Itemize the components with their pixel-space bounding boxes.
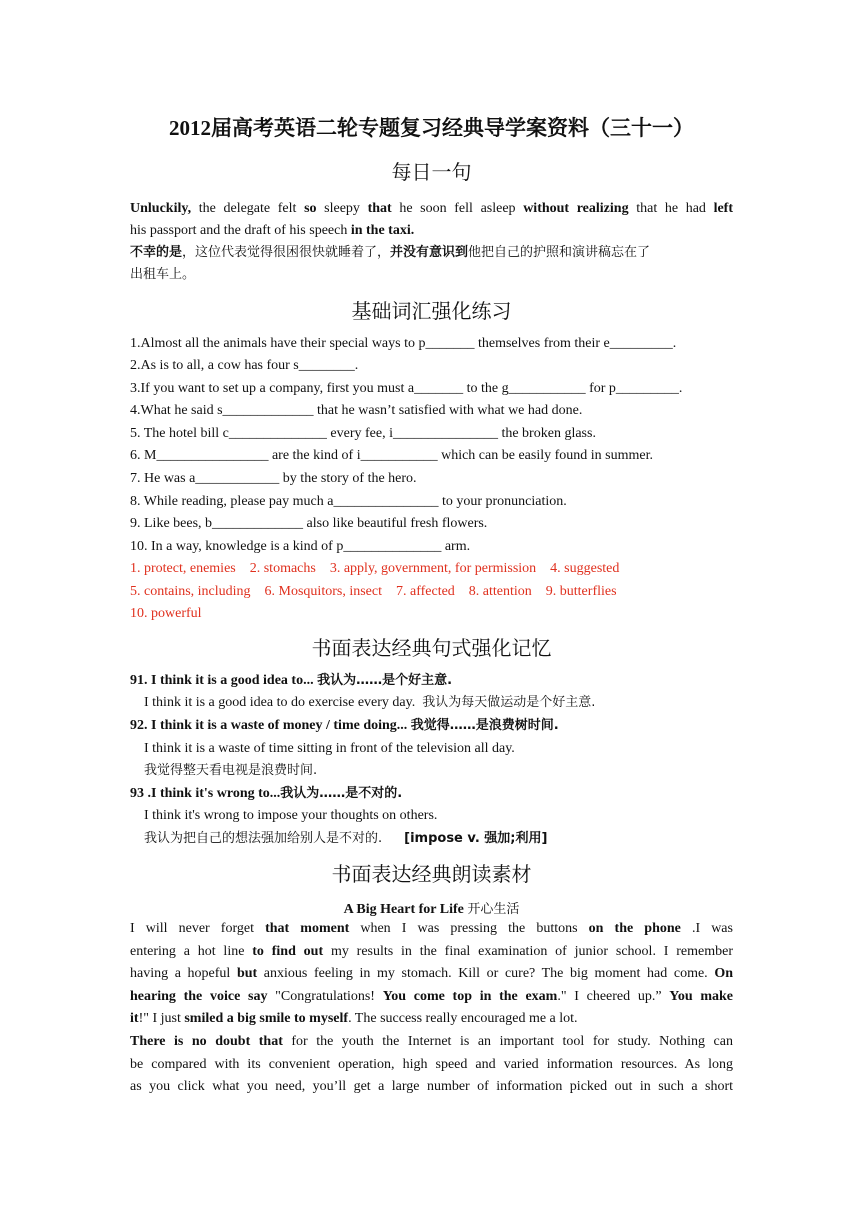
vocab-item: 9. Like bees, b_____________ also like beautiful fresh flowers. bbox=[130, 516, 488, 531]
daily-sentence-zh-line1 bbox=[130, 243, 650, 263]
reading-title bbox=[130, 898, 733, 918]
daily-zh-text: 他把自己的护照和演讲稿忘在了 bbox=[468, 245, 651, 260]
pattern-93-heading bbox=[130, 784, 402, 804]
reading-paragraph-2 bbox=[130, 1032, 733, 1100]
bold-run: that moment bbox=[265, 921, 350, 936]
example-en: I think it is a good idea to do exercise every day. bbox=[144, 695, 416, 710]
reading-paragraph-1 bbox=[130, 919, 733, 1032]
bold-run: on the phone bbox=[588, 921, 681, 936]
pattern-91-heading bbox=[130, 671, 452, 691]
paragraph-line bbox=[130, 942, 733, 965]
text-run: when I was pressing the buttons bbox=[349, 921, 589, 936]
vocab-item: 10. In a way, knowledge is a kind of p______________ arm. bbox=[130, 539, 471, 554]
paragraph-line bbox=[130, 964, 733, 987]
bold-run: left bbox=[713, 201, 733, 216]
pattern-en: 91. I think it is a good idea to... bbox=[130, 673, 318, 688]
vocab-item: 3.If you want to set up a company, first you must a_______ to the g___________ for p_________. bbox=[130, 381, 683, 396]
text-run: he soon fell asleep bbox=[391, 201, 524, 216]
daily-sentence-bold: in the taxi. bbox=[350, 223, 415, 238]
section-heading-reading: 书面表达经典朗读素材 bbox=[331, 862, 532, 886]
paragraph-line bbox=[130, 919, 733, 942]
vocab-item: 4.What he said s_____________ that he wasn’t satisfied with what we had done. bbox=[130, 403, 583, 418]
reading-title-en: A Big Heart for Life bbox=[343, 902, 468, 917]
section-heading-vocab: 基础词汇强化练习 bbox=[351, 299, 512, 323]
daily-sentence-text: his passport and the draft of his speech bbox=[130, 223, 351, 238]
section-heading-patterns: 书面表达经典句式强化记忆 bbox=[311, 636, 552, 660]
text-run: entering a hot line bbox=[130, 943, 253, 959]
pattern-92-heading bbox=[130, 716, 559, 736]
text-run: . The success really encouraged me a lot. bbox=[348, 1011, 578, 1026]
text-run: the delegate felt bbox=[191, 201, 305, 216]
paragraph-line bbox=[130, 1055, 733, 1078]
pattern-92-example-zh: 我觉得整天看电视是浪费时间. bbox=[144, 763, 318, 778]
text-run: for the youth the Internet is an important tool for study. Nothing can bbox=[282, 1034, 733, 1049]
example-zh: 我认为把自己的想法强加给别人是不对的. bbox=[144, 831, 383, 846]
document-title: 2012届高考英语二轮专题复习经典导学案资料（三十一） bbox=[169, 116, 694, 140]
daily-zh-bold: 不幸的是 bbox=[130, 245, 183, 260]
daily-sentence-line2 bbox=[130, 221, 414, 241]
bold-run: to find out bbox=[252, 943, 324, 959]
text-run: having a hopeful bbox=[130, 966, 237, 981]
section-heading-daily: 每日一句 bbox=[391, 160, 472, 184]
vocab-item: 7. He was a____________ by the story of the hero. bbox=[130, 471, 417, 486]
daily-zh-bold: 并没有意识到 bbox=[390, 245, 469, 260]
bold-run: but bbox=[236, 966, 258, 981]
paragraph-line bbox=[130, 1032, 733, 1055]
pattern-en: 93 .I think it's wrong to... bbox=[130, 786, 281, 801]
text-run: I will never forget bbox=[130, 921, 266, 936]
vocab-item: 1.Almost all the animals have their special ways to p_______ themselves from their e_________. bbox=[130, 336, 677, 351]
pattern-zh: 我认为……是个好主意. bbox=[317, 673, 453, 688]
example-zh: 我认为每天做运动是个好主意. bbox=[422, 695, 596, 710]
vocab-item: 2.As is to all, a cow has four s________. bbox=[130, 358, 359, 373]
bold-run: You come top in the exam bbox=[382, 988, 558, 1004]
pattern-93-example: I think it's wrong to impose your thoughts on others. bbox=[144, 808, 438, 823]
pattern-91-example bbox=[144, 693, 595, 713]
pattern-92-example: I think it is a waste of time sitting in front of the television all day. bbox=[144, 741, 515, 756]
bold-run: There is no doubt that bbox=[130, 1034, 283, 1049]
bold-run: hearing the voice say bbox=[130, 988, 268, 1004]
bold-run: On bbox=[714, 966, 733, 981]
reading-title-zh: 开心生活 bbox=[467, 902, 520, 917]
bold-run: Unluckily, bbox=[130, 201, 192, 216]
text-run: "Congratulations! bbox=[267, 988, 383, 1004]
pattern-zh: 我认为……是不对的. bbox=[280, 786, 403, 801]
text-run: !" I just bbox=[138, 1011, 185, 1026]
daily-zh-text: ，这位代表觉得很困很快就睡着了， bbox=[182, 245, 391, 260]
daily-sentence-line1 bbox=[130, 199, 733, 222]
pattern-93-example-zh bbox=[144, 829, 547, 849]
daily-sentence-zh-line2: 出租车上。 bbox=[130, 267, 196, 282]
answer-line: 1. protect, enemies 2. stomachs 3. apply, government, for permission 4. suggested bbox=[130, 561, 620, 576]
bold-run: You make bbox=[669, 988, 733, 1004]
bold-run: that bbox=[367, 201, 392, 216]
text-run: be compared with its convenient operation, high speed and varied information resources. As long bbox=[130, 1056, 733, 1072]
pattern-en: 92. I think it is a waste of money / time doing... bbox=[130, 718, 411, 733]
answer-line: 10. powerful bbox=[130, 606, 202, 621]
text-run: .I was bbox=[680, 921, 733, 936]
text-run: that he had bbox=[628, 201, 714, 216]
bold-run: so bbox=[304, 201, 317, 216]
paragraph-line bbox=[130, 987, 733, 1010]
vocab-item: 5. The hotel bill c______________ every fee, i_______________ the broken glass. bbox=[130, 426, 596, 441]
bold-run: it bbox=[130, 1011, 139, 1026]
vocab-item: 6. M________________ are the kind of i___________ which can be easily found in summer. bbox=[130, 448, 653, 463]
paragraph-line bbox=[130, 1077, 733, 1100]
text-run: my results in the final examination of junior school. I remember bbox=[323, 943, 733, 959]
text-run: anxious feeling in my stomach. Kill or cure? The big moment had come. bbox=[257, 966, 715, 981]
vocab-item: 8. While reading, please pay much a_______________ to your pronunciation. bbox=[130, 494, 567, 509]
pattern-note: [impose v. 强加;利用] bbox=[404, 831, 548, 846]
bold-run: without realizing bbox=[523, 201, 629, 216]
text-run: as you click what you need, you’ll get a large number of information picked out in such a short bbox=[130, 1079, 733, 1094]
answer-line: 5. contains, including 6. Mosquitors, insect 7. affected 8. attention 9. butterflies bbox=[130, 584, 617, 599]
bold-run: smiled a big smile to myself bbox=[184, 1011, 349, 1026]
daily-sentence-en bbox=[130, 199, 733, 222]
paragraph-line bbox=[130, 1009, 733, 1032]
text-run: ." I cheered up.” bbox=[557, 988, 670, 1004]
pattern-zh: 我觉得……是浪费树时间. bbox=[410, 718, 559, 733]
text-run: sleepy bbox=[316, 201, 368, 216]
